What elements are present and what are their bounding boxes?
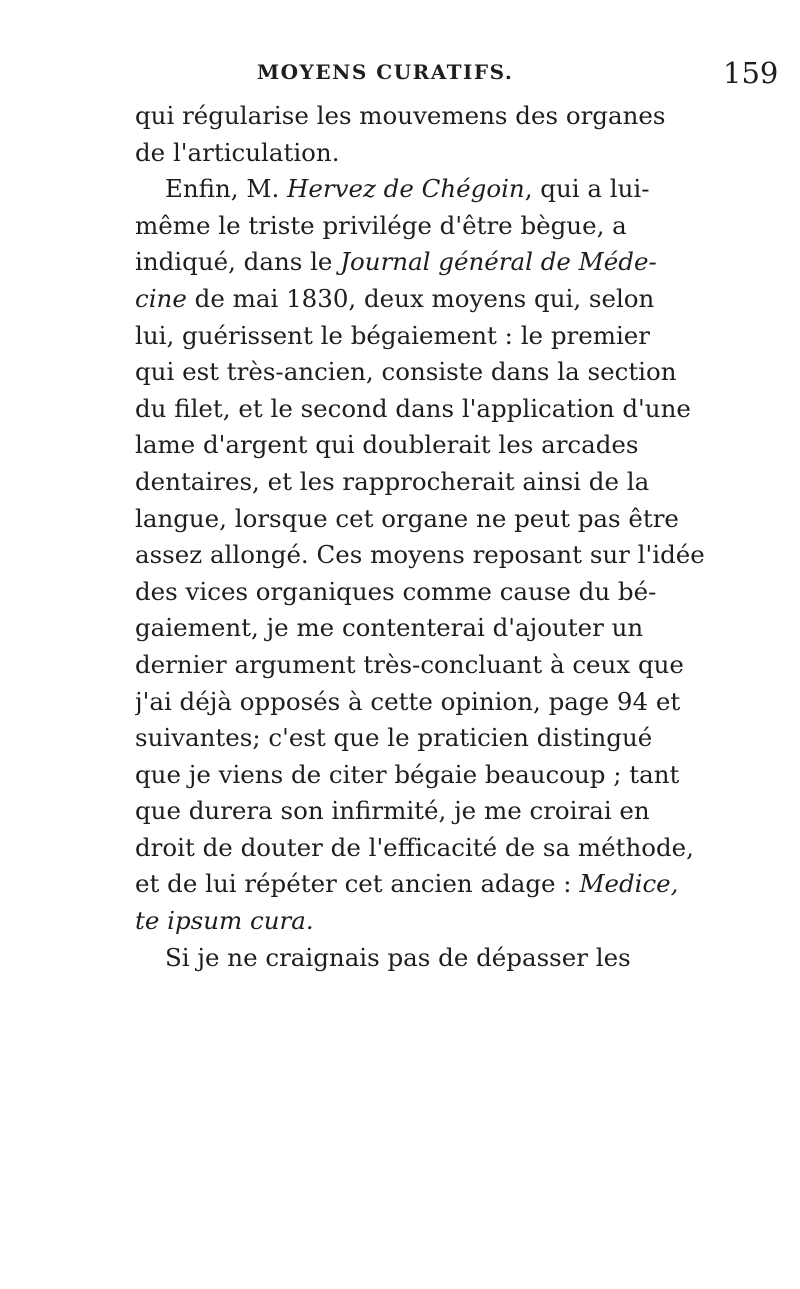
text-line: te ipsum cura. xyxy=(135,906,314,936)
text-line: dernier argument très-concluant à ceux que xyxy=(135,649,684,679)
text-line: Si je ne craignais pas de dépasser les xyxy=(165,942,631,972)
running-title: MOYENS CURATIFS. xyxy=(257,60,514,84)
text-line: cine de mai 1830, deux moyens qui, selon xyxy=(135,283,655,313)
text-line: lame d'argent qui doublerait les arcades xyxy=(135,430,639,460)
text-line: que je viens de citer bégaie beaucoup ; tant xyxy=(135,759,680,789)
text-line: des vices organiques comme cause du bé- xyxy=(135,576,657,606)
text-line: gaiement, je me contenterai d'ajouter un xyxy=(135,613,644,643)
text-line: Enfin, M. Hervez de Chégoin, qui a lui- xyxy=(165,174,650,204)
body-text xyxy=(135,98,732,976)
text-line: même le triste privilége d'être bègue, a xyxy=(135,210,627,240)
text-line: droit de douter de l'efficacité de sa méthode, xyxy=(135,832,694,862)
text-line: et de lui répéter cet ancien adage : Medice, xyxy=(135,869,679,899)
text-line: indiqué, dans le Journal général de Méde- xyxy=(135,247,657,277)
text-line: qui régularise les mouvemens des organes xyxy=(135,101,666,130)
text-line: du filet, et le second dans l'application d'une xyxy=(135,393,691,423)
text-line: de l'articulation. xyxy=(135,137,340,167)
text-line: dentaires, et les rapprocherait ainsi de la xyxy=(135,466,650,496)
running-head xyxy=(0,58,800,92)
text-line: assez allongé. Ces moyens reposant sur l'idée xyxy=(135,540,705,570)
page-number: 159 xyxy=(723,56,779,90)
text-line: lui, guérissent le bégaiement : le premier xyxy=(135,320,651,350)
text-line: j'ai déjà opposés à cette opinion, page 94 et xyxy=(135,686,681,716)
text-line: qui est très-ancien, consiste dans la section xyxy=(135,357,677,387)
text-line: que durera son infirmité, je me croirai en xyxy=(135,796,650,826)
text-line: langue, lorsque cet organe ne peut pas être xyxy=(135,503,679,533)
text-line: suivantes; c'est que le praticien distingué xyxy=(135,723,653,753)
